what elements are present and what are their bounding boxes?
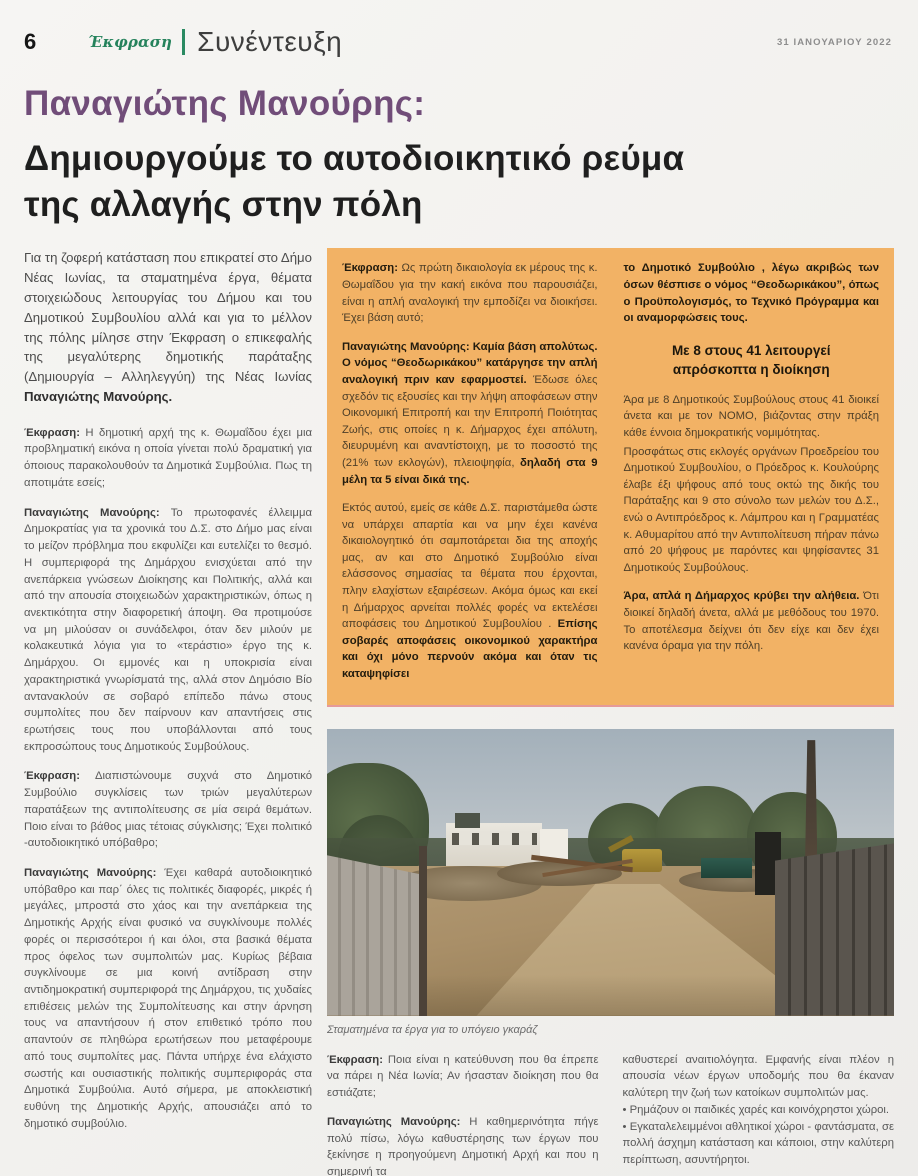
photo-rooftop-shape	[455, 813, 481, 827]
intro-text: Για τη ζοφερή κατάσταση που επικρατεί στο Δήμο Νέας Ιωνίας, τα σταματημένα έργα, θέματα στοιχειώδους λειτουργίας του Δήμου και του Δημοτικού Συμβουλίου αλλά και για το μέλλον της πόλης μίλησε στην Έκφραση ο επικεφαλής της μεγαλύτερης δημοτικής παράταξης (Δημιουργία – Αλληλεγγύη) της Νέας Ιωνίας	[24, 250, 312, 385]
paragraph-text: Προσφάτως στις εκλογές οργάνων Προεδρείου του Δημοτικού Συμβουλίου, ο Πρόεδρος κ. Κουλούρης έλαβε έξι ψήφους από τους οκτώ της δικής του Παράταξης και 9 στο σύνολο των μελών του Δ.Σ., ενώ ο Αντιπρόεδρος κ. Λάμπρου και η Γραμματέας κ. Αθυμαρίτου από την Αντιπολίτευση πήραν πάνω από 20 ψήφους με παρόντες και ψηφίσαντες 31 Δημοτικούς Συμβούλους.	[623, 445, 879, 574]
headline-kicker: Παναγιώτης Μανούρης:	[24, 84, 426, 123]
qa-paragraph	[327, 1114, 599, 1176]
question-text: Ποια είναι η κατεύθυνση που θα έπρεπε να πάρει η Νέα Ιωνία; Αν ήσασταν διοίκηση που θα εστιάζατε;	[327, 1053, 599, 1100]
body-paragraph	[624, 392, 880, 442]
answer-label: Παναγιώτης Μανούρης:	[342, 340, 470, 353]
article-photo	[327, 729, 894, 1016]
qa-paragraph	[24, 425, 312, 492]
article-body	[0, 232, 918, 1176]
box-subheading	[624, 341, 880, 380]
answer-label: Παναγιώτης Μανούρης:	[24, 506, 160, 519]
highlight-box-left-column	[342, 260, 598, 694]
bullet-item: • Εγκαταλελειμμένοι αθλητικοί χώροι - φαντάσματα, σε πολλή άσχημη κατάσταση και κάποιοι, στην καλύτερη περίπτωση, ασυντήρητοι.	[622, 1120, 894, 1166]
issue-date: 31 ΙΑΝΟΥΑΡΙΟΥ 2022	[776, 36, 892, 48]
qa-paragraph	[24, 865, 312, 1133]
section-title: Συνέντευξη	[197, 26, 343, 57]
question-text: Διαπιστώνουμε συχνά στο Δημοτικό Συμβούλιο συγκλίσεις των τριών μεγαλύτερων παρατάξεων της αντιπολίτευσης σε μία σειρά θεμάτων. Ποιο είναι το βάθος μιας τέτοιας σύγκλισης; Έχει πολιτικό -αυτοδιοικητικό υπόβαθρο;	[24, 770, 312, 850]
paragraph-bold-continuation: το Δημοτικό Συμβούλιο , λέγω ακριβώς των όσων θέσπισε ο νόμος “Θεοδωρικάκου”, όπως ο Προϋπολογισμός, το Τεχνικό Πρόγραμμα και οι αναμορφώσεις τους.	[623, 262, 879, 325]
photo-fence-right-shape	[775, 843, 894, 1015]
question-text: Η δημοτική αρχή της κ. Θωμαΐδου έχει μια προβληματική εικόνα η οποία γίνεται πολύ δραματική για όποιους παρακολουθούν τα Δημοτικά Συμβούλια. Πως τη αποτιμάτε εσείς;	[24, 426, 312, 489]
body-paragraph	[624, 444, 880, 577]
answer-bold-lead: Καμία βάση απολύτως. Ο νόμος “Θεοδωρικάκου” κατάργησε την απλή αναλογική πριν καν εφαρμοστεί.	[342, 340, 598, 386]
bottom-column-left	[327, 1052, 599, 1176]
qa-paragraph	[24, 768, 312, 852]
box-subheading-line1: Με 8 στους 41 λειτουργεί	[671, 342, 831, 358]
question-label: Έκφραση:	[24, 770, 80, 783]
answer-text: Έχει καθαρά αυτοδιοικητικό υπόβαθρο και παρ΄ όλες τις πολιτικές διαφορές, μικρές ή μεγάλες, μπροστά στο χάος και την ανεπάρκεια της Δημοτικής Αρχής είναι φυσικό να συγκλίνουμε πολλές φορές οι περισσότεροι ή και όλοι, στα βασικά θέματα προς όφελος των συμπολιτών μας. Κυρίως βέβαια συγκλίνουμε σε μια κοινή αντίδραση στην αντιδημοκρατική συμπεριφορά της Δημάρχου, τις χυδαίες επιθέσεις μελών της Συμπολίτευσης και στην άρνηση τους να απαντήσουν ή στον επιθετικό τρόπο που απαντούν σε πληθώρα ερωτήσεων που μεταφέρουμε από τους συμπολίτες μας. Πάντα υπήρχε ένα ελάχιστο σωστής και ουσιαστικής πολιτικής συμπεριφοράς στα Δημοτικά Συμβούλια. Αυτό σήμερα, με αποκλειστική ευθύνη της Δημοτικής Αρχής, απουσιάζει από το δημοτικό συμβούλιο.	[24, 867, 313, 1130]
question-label: Έκφραση:	[327, 1053, 383, 1066]
photo-building-windows-shape	[452, 833, 537, 844]
answer-label: Παναγιώτης Μανούρης:	[24, 867, 157, 879]
answer-text: Η καθημερινότητα πήγε πολύ πίσω, λόγω καθυστέρησης των έργων που ξεκίνησε η προηγούμενη Δημοτική Αρχή και που η σημερινή τα	[327, 1115, 599, 1176]
paragraph-bold-tail: Επίσης σοβαρές αποφάσεις οικονομικού χαρακτήρα και όχι μόνο περνούν ακόμα και όταν τις καταψηφίσει	[342, 618, 598, 681]
bullet-item: • Ρημάζουν οι παιδικές χαρές και κοινόχρηστοι χώροι.	[622, 1103, 890, 1116]
photo-fence-post-shape	[419, 846, 427, 1015]
body-paragraph	[624, 260, 880, 326]
brand-divider	[182, 29, 185, 55]
question-label: Έκφραση:	[342, 262, 398, 275]
column-left	[24, 248, 312, 1176]
qa-paragraph	[342, 260, 598, 326]
highlight-box-right-column	[624, 260, 880, 694]
qa-paragraph	[327, 1052, 599, 1102]
answer-label: Παναγιώτης Μανούρης:	[327, 1115, 461, 1128]
page-number: 6	[24, 29, 37, 54]
question-label: Έκφραση:	[24, 426, 80, 439]
paragraph-text: Εκτός αυτού, εμείς σε κάθε Δ.Σ. παριστάμεθα ώστε να υπάρχει απαρτία και να μην έχει κανένα δικαιολογητικό ότι σαμποτάρεται δια της αποχής μας, αν και στο Δημοτικό Συμβούλιο είναι ελάσσονος σημασίας τα θέματα που έρχονται, πλην ελαχίστων εξαιρέσεων. Ακόμα όμως και εκεί η Δήμαρχος αρνείται πολλές φορές να εκτελέσει αποφάσεις του Δημοτικού Συμβουλίου .	[342, 502, 598, 631]
headline-title	[24, 136, 894, 228]
continuation-text: καθυστερεί αναιτιολόγητα. Εμφανής είναι πλέον η απουσία νέων έργων υποδομής που θα έκαναν καλύτερη την ζωή των κατοίκων συμπολιτών μας.	[622, 1053, 894, 1100]
qa-paragraph	[24, 505, 312, 756]
bottom-section	[327, 1052, 894, 1176]
photo-chimney-shape	[805, 740, 817, 866]
page-header	[0, 0, 918, 58]
bottom-column-right	[623, 1052, 895, 1176]
intro-paragraph	[24, 248, 312, 406]
intro-bold-name: Παναγιώτης Μανούρης.	[24, 388, 173, 404]
brand-logo: Έκφραση	[88, 33, 173, 51]
body-paragraph	[342, 500, 598, 683]
answer-text: Το πρωτοφανές έλλειμμα Δημοκρατίας για τα χρονικά του Δ.Σ. στο Δήμο μας είναι το μείζον πρόβλημα που εκφυλίζει και ευτελίζει το θεσμό. Η συμπεριφορά της Δημάρχου ενισχύεται από την ανεπάρκεια γνώσεων Διοίκησης και Πολιτικής, αλλά και από την απουσία στοιχειωδών χαρακτηριστικών, όπως η ανεκτικότητα στην διαφορετική άποψη. Θα προτιμούσε να μη μιλούσαν οι συνάδελφοι, όταν δεν μιλούν με κολακευτικά λόγια για το «τεράστιο» έργο της κ. Δημάρχου. Οι εμμονές και η υποκρισία είναι χαρακτηριστικά γνωρίσματά της, αλλά στον Δημόσιο Βίο αντανακλούν σε σοβαρό επίπεδο πάνω στους συμπολίτες που δεν παίρνουν καν απαντήσεις στις ερωτήσεις τους που υποβάλλονται από τους εκπροσώπους τους Δημοτικούς Συμβούλους.	[24, 506, 312, 753]
answer-text: Έδωσε όλες σχεδόν τις εξουσίες και την λήψη αποφάσεων στην Οικονομική Επιτροπή και την Επιτροπή Ποιότητας Ζωής, στις οποίες η κ. Δήμαρχος έχει απόλυτη, διευρυμένη και αναντίστοιχη, με το ποσοστό της (21% των εκλογών), πλειοψηφία,	[342, 373, 598, 469]
headline-title-line1: Δημιουργούμε το αυτοδιοικητικό ρεύμα	[24, 139, 685, 178]
answer-bold-tail: δηλαδή στα 9 μέλη τα 5 είναι δικά της.	[342, 456, 598, 486]
photo-containers-shape	[701, 858, 752, 878]
highlight-box	[327, 248, 894, 706]
headline-block	[0, 58, 918, 232]
photo-fence-left-shape	[327, 852, 423, 1016]
paragraph-text: Άρα με 8 Δημοτικούς Συμβούλους στους 41 διοικεί άνετα και με τον ΝΟΜΟ, βιάζοντας στην πράξη κάθε έννοια δημοκρατικής νομιμότητας.	[623, 393, 879, 440]
photo-building-shape	[446, 823, 542, 866]
body-paragraph	[624, 588, 880, 654]
qa-paragraph	[342, 339, 598, 488]
box-subheading-line2: απρόσκοπτα η διοίκηση	[672, 362, 830, 378]
question-text: Ως πρώτη δικαιολογία εκ μέρους της κ. Θωμαΐδου για την κακή εικόνα που παρουσιάζει, είναι η απλή αναλογική την εμποδίζει να διοικήσει. Έχει βάση αυτό;	[342, 262, 598, 325]
paragraph-bold-lead: Άρα, απλά η Δήμαρχος κρύβει την αλήθεια.	[623, 590, 860, 603]
column-right	[327, 248, 894, 1176]
photo-caption: Σταματημένα τα έργα για το υπόγειο γκαράζ	[327, 1023, 538, 1036]
headline-title-line2: της αλλαγής στην πόλη	[24, 185, 423, 225]
paragraph-text: Ότι διοικεί δηλαδή άνετα, αλλά με μεθόδους του 1970. Το αποτέλεσμα δείχνει ότι δεν είχε και δεν έχει κανένα όραμα για την πόλη.	[623, 590, 879, 653]
